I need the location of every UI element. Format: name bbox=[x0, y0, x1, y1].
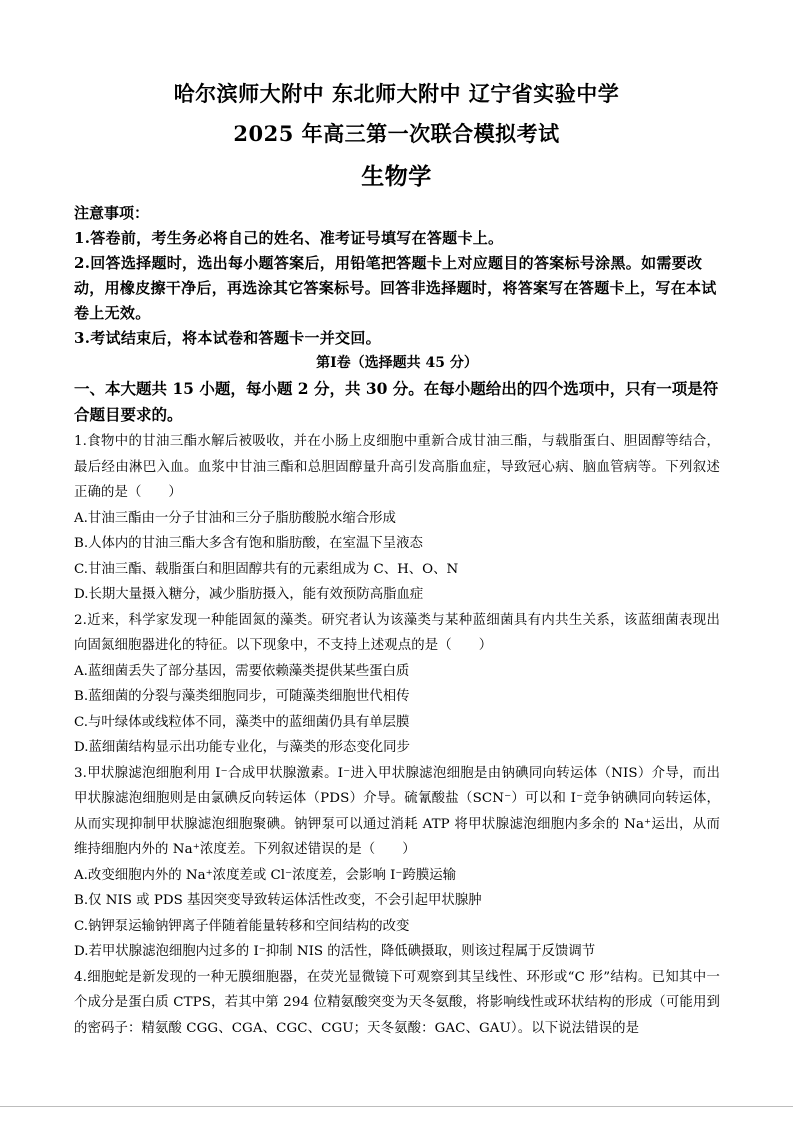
notice-heading: 注意事项： bbox=[74, 204, 150, 222]
option-d: D.若甲状腺滤泡细胞内过多的 I⁻抑制 NIS 的活性，降低碘摄取，则该过程属于反馈调节 bbox=[74, 944, 596, 959]
schools-header: 哈尔滨师大附中 东北师大附中 辽宁省实验中学 bbox=[173, 81, 620, 106]
option-b: B.蓝细菌的分裂与藻类细胞同步，可随藻类细胞世代相传 bbox=[74, 689, 410, 704]
option-c: C.与叶绿体或线粒体不同，藻类中的蓝细菌仍具有单层膜 bbox=[74, 714, 410, 730]
option-b: B.仅 NIS 或 PDS 基因突变导致转运体活性改变，不会引起甲状腺肿 bbox=[74, 893, 482, 908]
question-stem: 2.近来，科学家发现一种能固氮的藻类。研究者认为该藻类与某种蓝细菌具有内共生关系，该蓝细菌表现出向固氮细胞器进化的特征。以下现象中，不支持上述观点的是（ ） bbox=[74, 612, 720, 653]
option-d: D.长期大量摄入糖分，减少脂肪摄入，能有效预防高脂血症 bbox=[74, 587, 424, 602]
option-a: A.甘油三酯由一分子甘油和三分子脂肪酸脱水缩合形成 bbox=[74, 510, 396, 526]
question-1 bbox=[74, 429, 720, 608]
question-stem: 3.甲状腺滤泡细胞利用 I⁻合成甲状腺激素。I⁻进入甲状腺滤泡细胞是由钠碘同向转运体（NIS）介导，而出甲状腺滤泡细胞则是由氯碘反向转运体（PDS）介导。硫氰酸盐（SCN⁻）可以和 I⁻竞争钠碘同向转运体，从而实现抑制甲状腺滤泡细胞聚碘。钠钾泵可以通过消耗 ATP 将甲状腺滤泡细胞内多余的 Na⁺运出，从而维持细胞内外的 Na⁺浓度差。下列叙述错误的是（ ） bbox=[74, 765, 720, 857]
notice-item: 2.回答选择题时，选出每小题答案后，用铅笔把答题卡上对应题目的答案标号涂黑。如需要改动，用橡皮擦干净后，再选涂其它答案标号。回答非选择题时，将答案写在答题卡上，写在本试卷上无效。 bbox=[74, 254, 717, 322]
notice-item: 3.考试结束后，将本试卷和答题卡一并交回。 bbox=[74, 329, 381, 347]
option-a: A.蓝细菌丢失了部分基因，需要依赖藻类提供某些蛋白质 bbox=[74, 663, 410, 679]
option-d: D.蓝细菌结构显示出功能专业化，与藻类的形态变化同步 bbox=[74, 740, 410, 755]
option-c: C.甘油三酯、载脂蛋白和胆固醇共有的元素组成为 C、H、O、N bbox=[74, 561, 459, 577]
question-3 bbox=[74, 761, 720, 965]
question-stem: 4.细胞蛇是新发现的一种无膜细胞器，在荧光显微镜下可观察到其呈线性、环形或“C 形”结构。已知其中一个成分是蛋白质 CTPS，若其中第 294 位精氨酸突变为天冬氨酸，将影响线性或环状结构的形成（可能用到的密码子：精氨酸 CGG、CGA、CGC、CGU；天冬氨酸：GAC、GAU）。以下说法错误的是 bbox=[74, 969, 720, 1036]
notice-item: 1.答卷前，考生务必将自己的姓名、准考证号填写在答题卡上。 bbox=[74, 229, 504, 247]
option-a: A.改变细胞内外的 Na⁺浓度差或 Cl⁻浓度差，会影响 I⁻跨膜运输 bbox=[74, 867, 457, 883]
subject-title: 生物学 bbox=[361, 163, 432, 190]
exam-title: 2025 年高三第一次联合模拟考试 bbox=[233, 121, 560, 146]
question-2 bbox=[74, 608, 720, 761]
question-stem: 1.食物中的甘油三酯水解后被吸收，并在小肠上皮细胞中重新合成甘油三酯，与载脂蛋白、胆固醇等结合，最后经由淋巴入血。血浆中甘油三酯和总胆固醇量升高引发高脂血症，导致冠心病、脑血管病等。下列叙述正确的是（ ） bbox=[74, 434, 720, 500]
option-b: B.人体内的甘油三酯大多含有饱和脂肪酸，在室温下呈液态 bbox=[74, 536, 423, 551]
volume-title: 第Ⅰ卷（选择题共 45 分） bbox=[316, 355, 478, 371]
page-bottom-divider bbox=[0, 1106, 793, 1107]
part-heading: 一、本大题共 15 小题，每小题 2 分，共 30 分。在每小题给出的四个选项中，只有一项是符合题目要求的。 bbox=[74, 379, 719, 424]
question-4 bbox=[74, 965, 720, 1042]
option-c: C.钠钾泵运输钠钾离子伴随着能量转移和空间结构的改变 bbox=[74, 918, 410, 934]
exam-body bbox=[74, 200, 720, 1041]
